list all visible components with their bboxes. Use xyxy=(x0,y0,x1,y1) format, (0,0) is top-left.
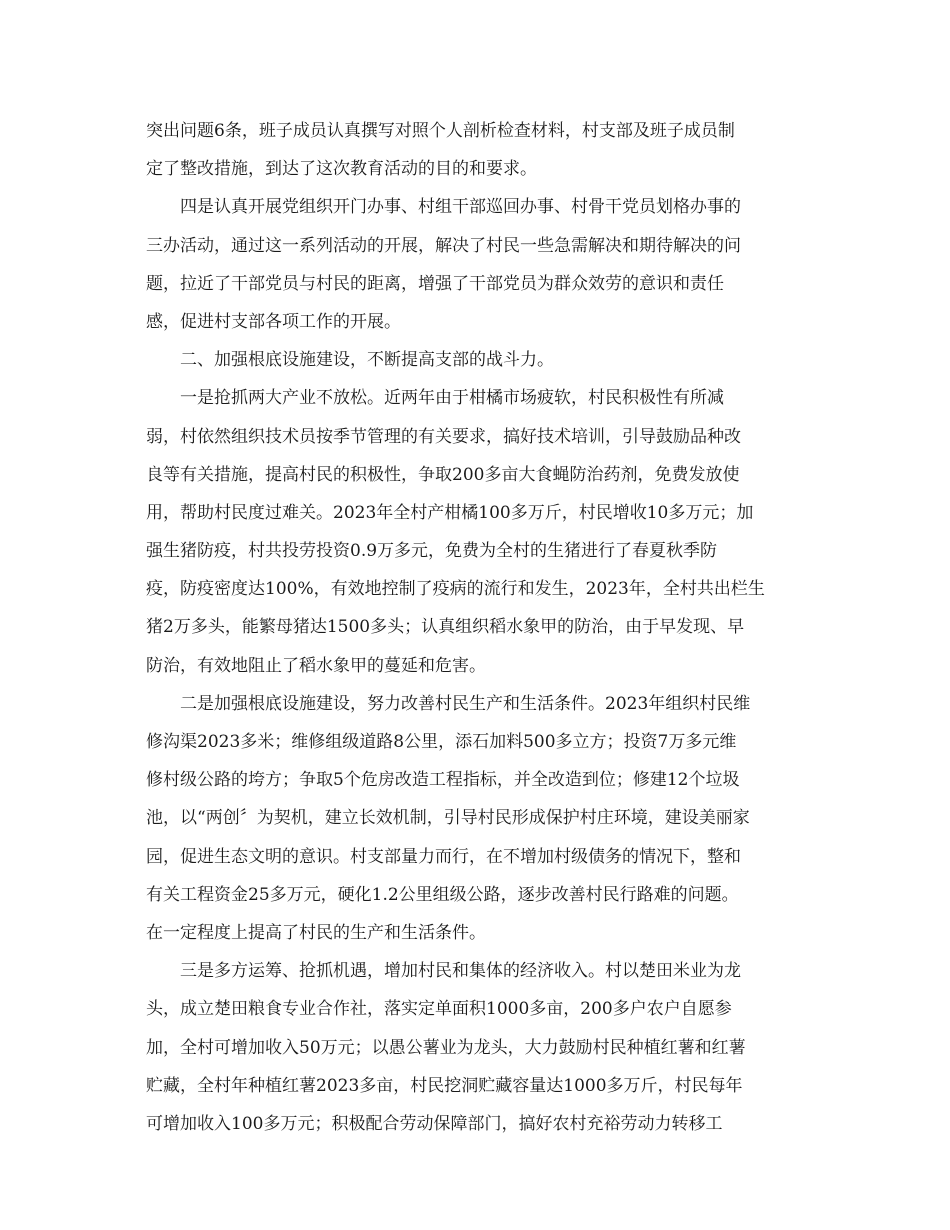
text-line: 有关工程资金25多万元，硬化1.2公里组级公路，逐步改善村民行路难的问题。 xyxy=(146,884,739,905)
text-line: 猪2万多头，能繁母猪达1500多头；认真组织稻水象甲的防治，由于早发现、早 xyxy=(146,617,745,638)
paragraph-start-line: 三是多方运筹、抢抓机遇，增加村民和集体的经济收入。村以楚田米业为龙 xyxy=(180,961,741,982)
text-line: 用，帮助村民度过难关。2023年全村产柑橘100多万斤，村民增收10多万元；加 xyxy=(146,502,754,523)
paragraph-start-line: 一是抢抓两大产业不放松。近两年由于柑橘市场疲软，村民积极性有所减 xyxy=(180,388,724,409)
text-line: 题，拉近了干部党员与村民的距离，增强了干部党员为群众效劳的意识和责任 xyxy=(146,273,724,294)
text-line: 三办活动，通过这一系列活动的开展，解决了村民一些急需解决和期待解决的问 xyxy=(146,235,741,256)
text-line: 强生猪防疫，村共投劳投资0.9万多元，免费为全村的生猪进行了春夏秋季防 xyxy=(146,541,718,562)
text-line: 加，全村可增加收入50万元；以愚公薯业为龙头，大力鼓励村民种植红薯和红薯 xyxy=(146,1037,746,1058)
text-line: 良等有关措施，提高村民的积极性，争取200多亩大食蝇防治药剂，免费发放使 xyxy=(146,464,740,485)
text-line: 可增加收入100多万元；积极配合劳动保障部门，搞好农村充裕劳动力转移工 xyxy=(146,1113,723,1134)
text-line: 修村级公路的垮方；争取5个危房改造工程指标，并全改造到位；修建12个垃圾 xyxy=(146,770,740,791)
document-body xyxy=(146,112,806,1143)
text-line: 头，成立楚田粮食专业合作社，落实定单面积1000多亩，200多户农户自愿参 xyxy=(146,999,732,1020)
text-line: 感，促进村支部各项工作的开展。 xyxy=(146,311,401,332)
text-line: 防治，有效地阻止了稻水象甲的蔓延和危害。 xyxy=(146,655,486,676)
paragraph-start-line: 四是认真开展党组织开门办事、村组干部巡回办事、村骨干党员划格办事的 xyxy=(180,197,741,218)
section-heading: 二、加强根底设施建设，不断提高支部的战斗力。 xyxy=(180,350,554,371)
text-line: 贮藏，全村年种植红薯2023多亩，村民挖洞贮藏容量达1000多万斤，村民每年 xyxy=(146,1075,743,1096)
text-line: 突出问题6条，班子成员认真撰写对照个人剖析检查材料，村支部及班子成员制 xyxy=(146,121,735,141)
text-line: 在一定程度上提高了村民的生产和生活条件。 xyxy=(146,922,486,943)
text-line: 疫，防疫密度达100%，有效地控制了疫病的流行和发生，2023年，全村共出栏生 xyxy=(146,579,765,600)
text-line: 弱，村依然组织技术员按季节管理的有关要求，搞好技术培训，引导鼓励品种改 xyxy=(146,426,741,447)
text-line: 池，以“两创〞为契机，建立长效机制，引导村民形成保护村庄环境，建设美丽家 xyxy=(146,808,750,829)
text-line: 园，促进生态文明的意识。村支部量力而行，在不增加村级债务的情况下，整和 xyxy=(146,846,741,867)
text-line: 修沟渠2023多米；维修组级道路8公里，添石加料500多立方；投资7万多元维 xyxy=(146,732,737,752)
paragraph-start-line: 二是加强根底设施建设，努力改善村民生产和生活条件。2023年组织村民维 xyxy=(180,693,751,714)
text-line: 定了整改措施，到达了这次教育活动的目的和要求。 xyxy=(146,159,537,180)
